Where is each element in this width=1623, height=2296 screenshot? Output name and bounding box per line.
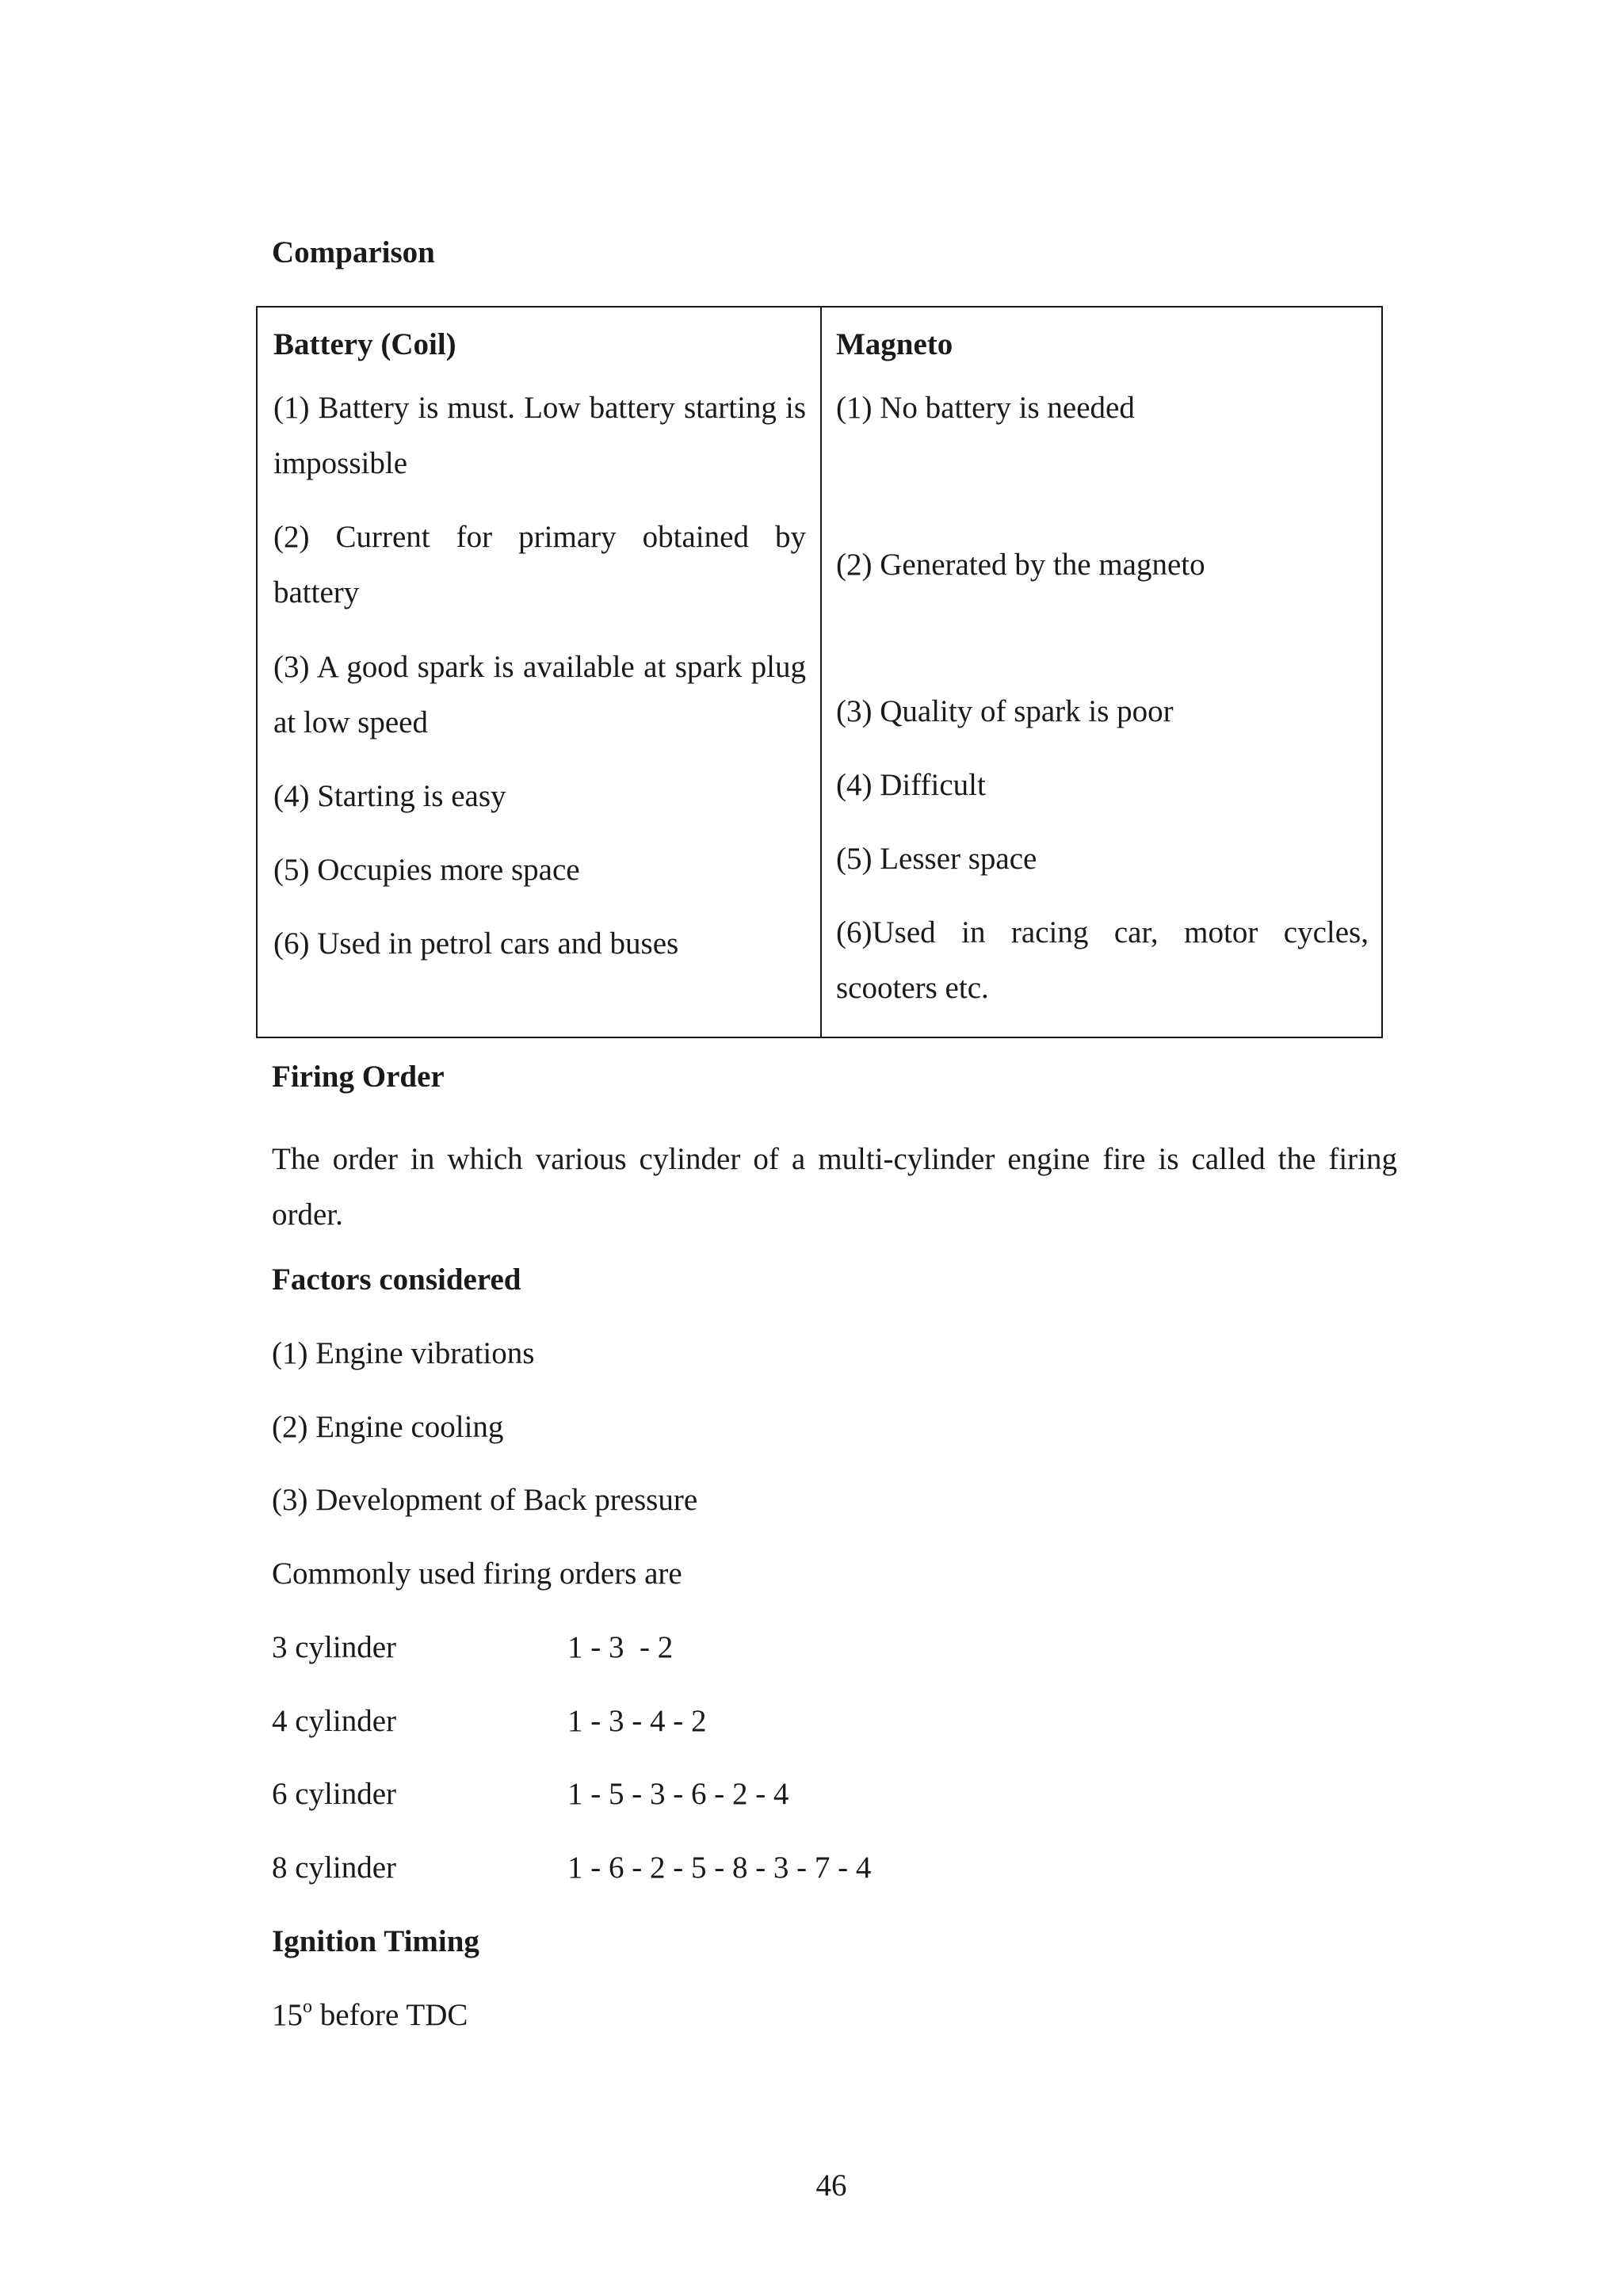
battery-item-6: (6) Used in petrol cars and buses xyxy=(273,926,679,961)
factor-item-3: (3) Development of Back pressure xyxy=(272,1483,698,1517)
factor-item-2: (2) Engine cooling xyxy=(272,1410,504,1444)
cylinder-count: 8 cylinder xyxy=(272,1851,397,1885)
battery-item-4: (4) Starting is easy xyxy=(273,779,506,813)
table-header-magneto: Magneto xyxy=(836,327,953,361)
cylinder-count: 3 cylinder xyxy=(272,1630,397,1664)
battery-item-1: (1) Battery is must. Low battery starting is impossible xyxy=(273,391,806,480)
firing-sequence: 1 - 3 - 4 - 2 xyxy=(567,1704,707,1738)
comparison-table xyxy=(256,306,1383,1038)
ignition-timing-heading: Ignition Timing xyxy=(272,1924,479,1958)
cylinder-count: 4 cylinder xyxy=(272,1704,397,1738)
factors-heading: Factors considered xyxy=(272,1263,521,1297)
firing-order-heading: Firing Order xyxy=(272,1060,445,1094)
magneto-item-5: (5) Lesser space xyxy=(836,842,1037,876)
magneto-item-6: (6)Used in racing car, motor cycles, scooters etc. xyxy=(836,915,1369,1005)
factor-item-1: (1) Engine vibrations xyxy=(272,1336,535,1370)
battery-item-5: (5) Occupies more space xyxy=(273,853,580,887)
magneto-item-3: (3) Quality of spark is poor xyxy=(836,694,1174,728)
firing-sequence: 1 - 3 - 2 xyxy=(567,1630,674,1664)
battery-item-2: (2) Current for primary obtained by battery xyxy=(273,520,806,609)
table-header-battery: Battery (Coil) xyxy=(273,327,456,361)
ignition-reference: before TDC xyxy=(312,1998,468,2032)
comparison-heading: Comparison xyxy=(272,235,435,269)
magneto-item-1: (1) No battery is needed xyxy=(836,391,1135,425)
common-orders-intro: Commonly used firing orders are xyxy=(272,1557,682,1591)
ignition-timing-value xyxy=(272,1997,468,2034)
page-number: 46 xyxy=(815,2168,847,2202)
ignition-degrees: 15 xyxy=(272,1998,303,2032)
firing-order-definition: The order in which various cylinder of a multi-cylinder engine fire is called the firing order. xyxy=(272,1142,1397,1232)
degree-superscript: o xyxy=(303,1996,312,2017)
magneto-item-2: (2) Generated by the magneto xyxy=(836,548,1205,582)
table-column-divider xyxy=(820,308,822,1037)
magneto-item-4: (4) Difficult xyxy=(836,768,986,802)
cylinder-count: 6 cylinder xyxy=(272,1777,397,1811)
battery-item-3: (3) A good spark is available at spark plug at low speed xyxy=(273,650,806,739)
firing-sequence: 1 - 6 - 2 - 5 - 8 - 3 - 7 - 4 xyxy=(567,1851,872,1885)
firing-sequence: 1 - 5 - 3 - 6 - 2 - 4 xyxy=(567,1777,789,1811)
